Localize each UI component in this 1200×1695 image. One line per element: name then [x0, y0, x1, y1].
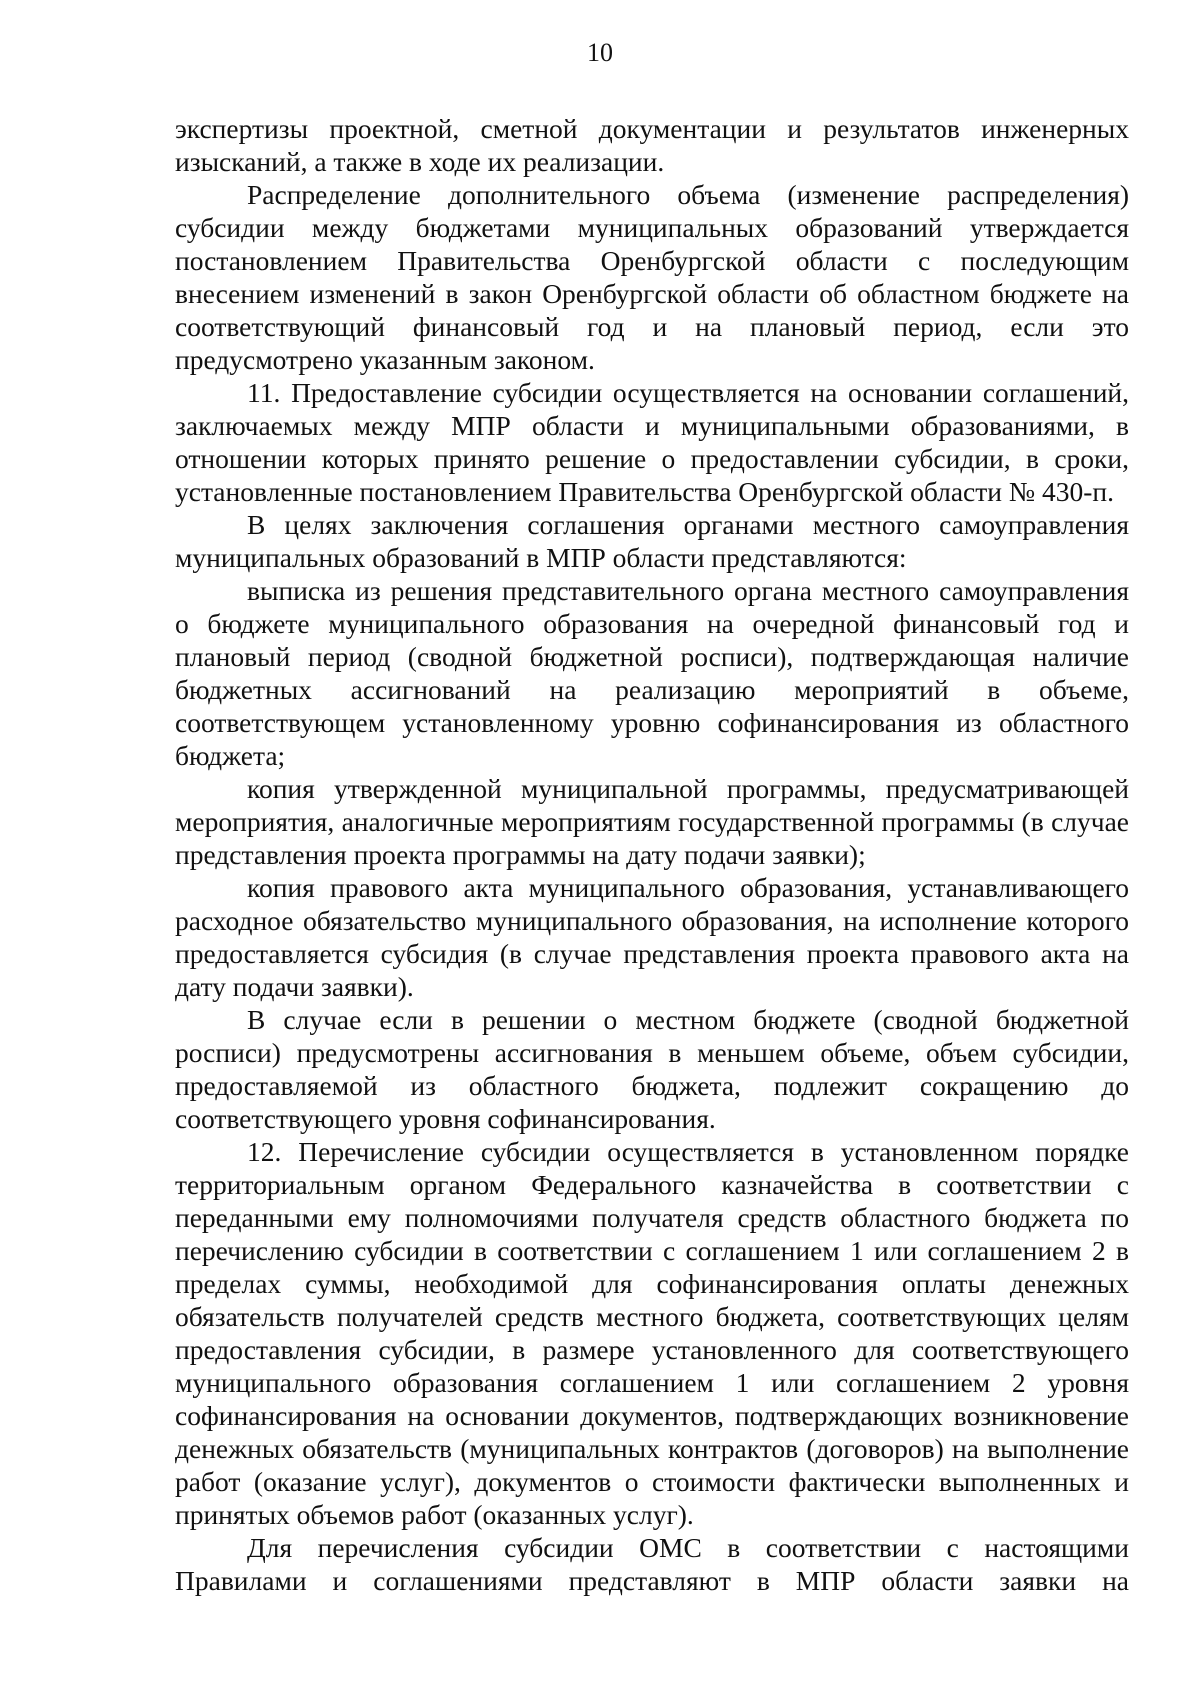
page-number: 10 — [587, 38, 613, 67]
paragraph-legal-act-copy: копия правового акта муниципального образования, устанавливающего расходное обязательство муниципального образования, на исполнение которого предоставляется субсидия (в случае представления проекта правового акта на дату подачи заявки). — [175, 872, 1129, 1002]
paragraph-continuation: экспертизы проектной, сметной документации и результатов инженерных изысканий, а также в ходе их реализации. — [175, 113, 1129, 177]
paragraph-program-copy: копия утвержденной муниципальной программы, предусматривающей мероприятия, аналогичные мероприятиям государственной программы (в случае представления проекта программы на дату подачи заявки); — [175, 773, 1129, 870]
paragraph-oms-requests: Для перечисления субсидии ОМС в соответствии с настоящими Правилами и соглашениями представляют в МПР области заявки на — [175, 1532, 1129, 1596]
document-body — [175, 112, 1129, 1597]
paragraph-clause-12: 12. Перечисление субсидии осуществляется в установленном порядке территориальным органом Федерального казначейства в соответствии с переданными ему полномочиями получателя средств областного бюджета по перечислению субсидии в соответствии с соглашением 1 или соглашением 2 в пределах суммы, необходимой для софинансирования оплаты денежных обязательств получателей средств местного бюджета, соответствующих целям предоставления субсидии, в размере установленного для соответствующего муниципального образования соглашением 1 или соглашением 2 уровня софинансирования на основании документов, подтверждающих возникновение денежных обязательств (муниципальных контрактов (договоров) на выполнение работ (оказание услуг), документов о стоимости фактически выполненных и принятых объемов работ (оказанных услуг). — [175, 1136, 1129, 1530]
paragraph-reduction: В случае если в решении о местном бюджете (сводной бюджетной росписи) предусмотрены ассигнования в меньшем объеме, объем субсидии, предоставляемой из областного бюджета, подлежит сокращению до соответствующего уровня софинансирования. — [175, 1004, 1129, 1134]
paragraph-agreement-documents: В целях заключения соглашения органами местного самоуправления муниципальных образований в МПР области представляются: — [175, 509, 1129, 573]
paragraph-budget-extract: выписка из решения представительного органа местного самоуправления о бюджете муниципального образования на очередной финансовый год и плановый период (сводной бюджетной росписи), подтверждающая наличие бюджетных ассигнований на реализацию мероприятий в объеме, соответствующем установленному уровню софинансирования из областного бюджета; — [175, 575, 1129, 771]
paragraph-subsidy-redistribution: Распределение дополнительного объема (изменение распределения) субсидии между бюджетами муниципальных образований утверждается постановлением Правительства Оренбургской области с последующим внесением изменений в закон Оренбургской области об областном бюджете на соответствующий финансовый год и на плановый период, если это предусмотрено указанным законом. — [175, 179, 1129, 375]
paragraph-clause-11: 11. Предоставление субсидии осуществляется на основании соглашений, заключаемых между МПР области и муниципальными образованиями, в отношении которых принято решение о предоставлении субсидии, в сроки, установленные постановлением Правительства Оренбургской области № 430-п. — [175, 377, 1129, 507]
